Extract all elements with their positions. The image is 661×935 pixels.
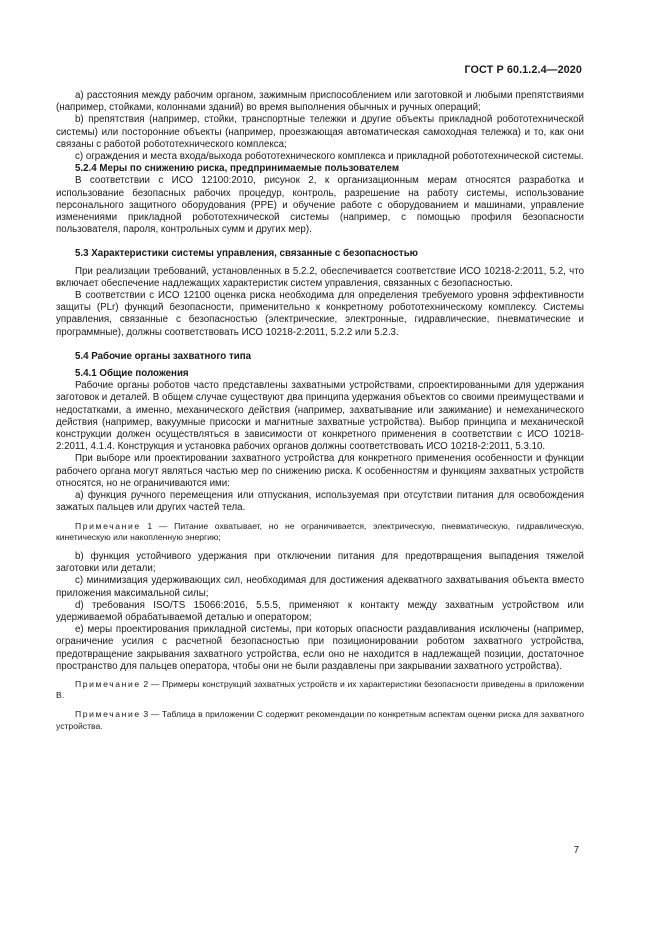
paragraph: d) требования ISO/TS 15066:2016, 5.5.5, применяют к контакту между захватным устройством или удерживаемой обрабатываемой деталью и оператором;: [56, 599, 584, 623]
note-label: Примечание: [75, 520, 141, 531]
document-body: [56, 90, 584, 740]
section-heading: 5.3 Характеристики системы управления, связанные с безопасностью: [75, 248, 419, 260]
paragraph: e) меры проектирования прикладной системы, при которых опасности раздавливания исключены (например, ограничение усилия с расчетной безопасностью при позиционировании роботом захватного устройства, предотвращение закрывания захватного устройства, если оно не находится в надлежащей позиции, достаточное пространство для пальцев оператора, чтобы они не были раздавлены при закрывании захватного устройства).: [56, 624, 584, 672]
paragraph: a) расстояния между рабочим органом, зажимным приспособлением или заготовкой и любыми препятствиями (например, стойками, колоннами зданий) во время выполнения обычных и ручных операций;: [56, 90, 584, 114]
note-paragraph: [56, 679, 584, 701]
section-heading: 5.2.4 Меры по снижению риска, предпринимаемые пользователем: [75, 163, 400, 175]
paragraph: c) минимизация удерживающих сил, необходимая для достижения адекватного захватывания объекта вместо приложения максимальной силы;: [56, 575, 584, 599]
note-label: Примечание: [75, 709, 141, 720]
section-heading: 5.4.1 Общие положения: [75, 368, 189, 380]
page-number: 7: [573, 845, 579, 856]
note-label: Примечание: [75, 678, 141, 689]
paragraph: b) препятствия (например, стойки, транспортные тележки и другие объекты прикладной робототехнической системы) или посторонние объекты (например, проезжающая автоматическая самоходная тележка) и то, как они связаны с работой робототехнического комплекса;: [56, 114, 584, 150]
document-number: ГОСТ Р 60.1.2.4—2020: [464, 64, 582, 76]
paragraph: b) функция устойчивого удержания при отключении питания для предотвращения выпадения тяжелой заготовки или детали;: [56, 550, 584, 575]
paragraph: Рабочие органы роботов часто представлены захватными устройствами, спроектированными для удержания заготовок и деталей. В общем случае существуют два принципа удержания объектов со своими преимуществами и недостатками, а именно, механического действия (например, захватывание или зажимание) и немеханического действия (например, вакуумные присоски и магнитные захватные устройства). Выбор принципа и механической конструкции должен осуществляться в зависимости от конкретного применения в соответствии с ИСО 10218-2:2011, 4.1.4. Конструкция и установка рабочих органов должны соответствовать ИСО 10218-2:2011, 5.3.10.: [56, 380, 584, 453]
note-text: 2 — Примеры конструкций захватных устройств и их характеристики безопасности приведены в приложении B.: [56, 678, 584, 701]
paragraph: a) функция ручного перемещения или отпускания, используемая при отсутствии питания для освобождения зажатых пальцев или других частей тела.: [56, 490, 584, 514]
paragraph: При выборе или проектировании захватного устройства для конкретного применения особенности и функции рабочего органа могут являться частью мер по снижению риска. К особенностям и функциям захватных устройств относятся, но не ограничиваются ими:: [56, 453, 584, 489]
note-text: 1 — Питание охватывает, но не ограничивается, электрическую, пневматическую, гидравлическую, кинетическую или накопленную энергию;: [56, 520, 584, 542]
paragraph: При реализации требований, установленных в 5.2.2, обеспечивается соответствие ИСО 10218-2:2011, 5.2, что включает обеспечение надлежащих характеристик систем управления, связанных с безопасностью.: [56, 265, 584, 289]
paragraph: В соответствии с ИСО 12100:2010, рисунок 2, к организационным мерам относятся разработка и использование безопасных рабочих процедур, контроль, разрешение на работу системы, использование персонального защитного оборудования (PPE) и обучение работе с оборудованием и машинами, управление изменениями прикладной робототехнической системы (например, с помощью профиля безопасности пользователя, пароля, контрольных сумм и других мер).: [56, 175, 584, 236]
note-text: 3 — Таблица в приложении C содержит рекомендации по конкретным аспектам оценки риска для захватного устройства.: [56, 709, 584, 731]
paragraph: В соответствии с ИСО 12100 оценка риска необходима для определения требуемого уровня эффективности защиты (PLr) функций безопасности, применительно к конкретному робототехническому комплексу. Системы управления, связанные с безопасностью (электрические, электронные, гидравлические, пневматические и программные), должны соответствовать ИСО 10218-2:2011, 5.2.2 или 5.2.3.: [56, 290, 584, 338]
note-paragraph: [56, 709, 584, 731]
paragraph: c) ограждения и места входа/выхода робототехнического комплекса и прикладной робототехнической системы.: [75, 151, 584, 163]
note-paragraph: [56, 521, 584, 543]
section-heading: 5.4 Рабочие органы захватного типа: [75, 350, 252, 362]
